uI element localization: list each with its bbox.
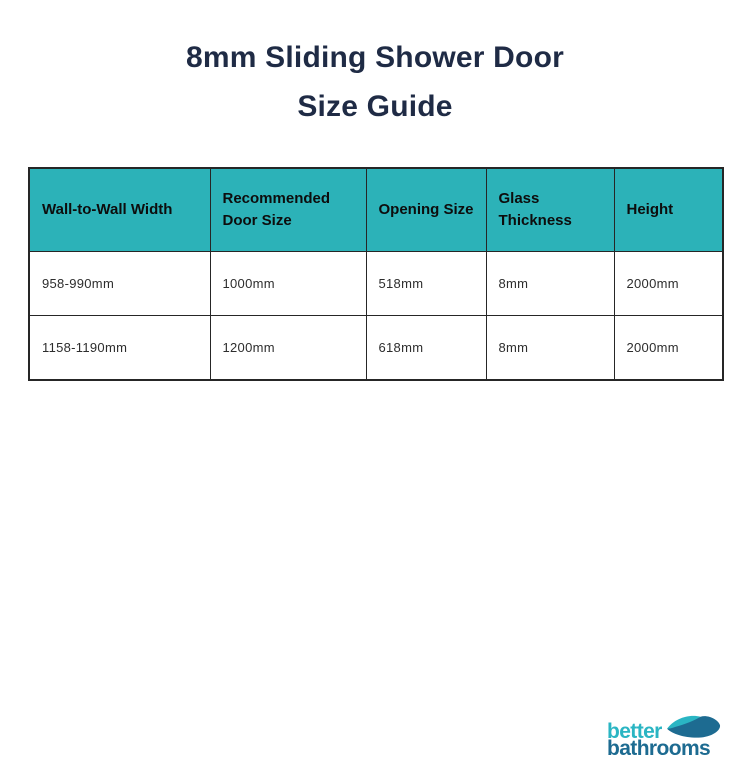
cell-opening-size: 518mm xyxy=(366,252,486,316)
logo-top-row xyxy=(607,713,743,743)
cell-wall-to-wall-width: 958-990mm xyxy=(29,252,210,316)
cell-height: 2000mm xyxy=(614,316,723,381)
logo-wave-icon xyxy=(665,713,723,739)
cell-opening-size: 618mm xyxy=(366,316,486,381)
cell-height: 2000mm xyxy=(614,252,723,316)
cell-recommended-door-size: 1000mm xyxy=(210,252,366,316)
better-bathrooms-logo xyxy=(607,713,743,758)
column-header-recommended-door-size: Recommended Door Size xyxy=(210,168,366,252)
page-title xyxy=(0,33,750,131)
title-line-1: 8mm Sliding Shower Door xyxy=(186,41,564,74)
cell-glass-thickness: 8mm xyxy=(486,252,614,316)
table-row xyxy=(29,316,723,381)
table-row xyxy=(29,252,723,316)
logo-text-better: better xyxy=(607,720,662,743)
size-guide-table xyxy=(28,167,724,381)
column-header-glass-thickness: Glass Thickness xyxy=(486,168,614,252)
cell-wall-to-wall-width: 1158-1190mm xyxy=(29,316,210,381)
cell-recommended-door-size: 1200mm xyxy=(210,316,366,381)
column-header-wall-to-wall-width: Wall-to-Wall Width xyxy=(29,168,210,252)
logo-text-bathrooms: bathrooms xyxy=(607,737,711,760)
table-header-row xyxy=(29,168,723,252)
cell-glass-thickness: 8mm xyxy=(486,316,614,381)
column-header-opening-size: Opening Size xyxy=(366,168,486,252)
title-line-2: Size Guide xyxy=(297,90,453,123)
column-header-height: Height xyxy=(614,168,723,252)
